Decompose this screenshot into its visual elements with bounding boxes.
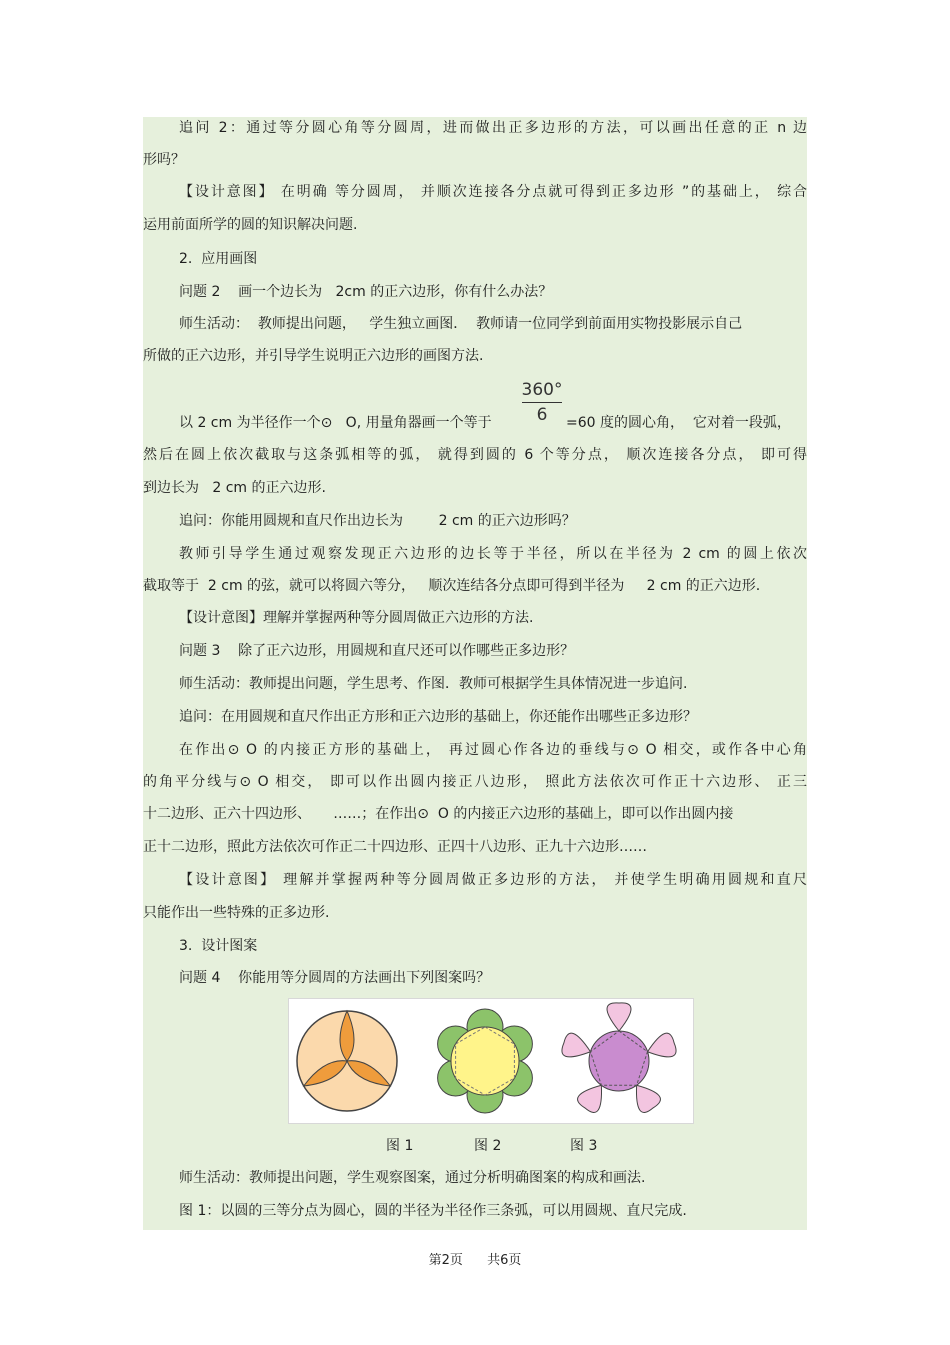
fig3-petal <box>607 1003 631 1031</box>
text-line: =60 度的圆心角， 它对着一段弧， <box>566 415 791 431</box>
text-line: 在作出⊙ O 的内接正方形的基础上， 再过圆心作各边的垂线与⊙ O 相交，或作各中心角 <box>179 742 807 758</box>
question-line: 问题 3 除了正六边形，用圆规和直尺还可以作哪些正多边形？ <box>179 643 575 659</box>
text-line: 运用前面所学的圆的知识解决问题. <box>143 217 358 233</box>
page-footer <box>0 1249 950 1268</box>
text-line: 师生活动： 教师提出问题， 学生独立画图． 教师请一位同学到前面用实物投影展示自己 <box>179 316 743 332</box>
text-line: 【设计意图】 在明确 等分圆周， 并顺次连接各分点就可得到正多边形 ”的基础上， 综合 <box>179 184 807 200</box>
text-line: 到边长为 2 cm 的正六边形. <box>143 480 326 496</box>
question-line: 问题 2 画一个边长为 2cm 的正六边形，你有什么办法？ <box>179 284 553 300</box>
figure-1 <box>297 1011 397 1111</box>
figure-patterns <box>288 998 694 1124</box>
figure-caption: 图 2 <box>474 1138 502 1154</box>
text-line: 教师引导学生通过观察发现正六边形的边长等于半径，所以在半径为 2 cm 的圆上依次 <box>179 546 807 562</box>
fraction-bar <box>522 402 562 403</box>
text-line: 然后在圆上依次截取与这条弧相等的弧， 就得到圆的 6 个等分点， 顺次连接各分点， 即可得 <box>143 447 807 463</box>
page-number: 第2页 <box>428 1253 463 1268</box>
figure-caption: 图 1 <box>386 1138 414 1154</box>
fraction-360-over-6 <box>520 380 564 425</box>
fig2-center-circle <box>451 1027 519 1095</box>
text-line: 截取等于 2 cm 的弦，就可以将圆六等分， 顺次连结各分点即可得到半径为 2 cm 的正六边形. <box>143 578 761 594</box>
text-line: 只能作出一些特殊的正多边形. <box>143 905 330 921</box>
fig3-center-circle <box>589 1031 649 1091</box>
figure-caption: 图 3 <box>570 1138 598 1154</box>
text-line: 师生活动：教师提出问题，学生思考、作图．教师可根据学生具体情况进一步追问. <box>179 676 688 692</box>
figure-3 <box>560 1003 678 1115</box>
fraction-numerator: 360° <box>521 380 563 400</box>
page-total: 共6页 <box>487 1253 522 1268</box>
text-line: 所做的正六边形，并引导学生说明正六边形的画图方法. <box>143 348 484 364</box>
text-line: 的角平分线与⊙ O 相交， 即可以作出圆内接正八边形， 照此方法依次可作正十六边形、 正三 <box>143 774 807 790</box>
text-line: 【设计意图】理解并掌握两种等分圆周做正六边形的方法. <box>179 610 534 626</box>
text-line: 师生活动：教师提出问题，学生观察图案，通过分析明确图案的构成和画法. <box>179 1170 646 1186</box>
text-line: 十二边形、正六十四边形、 ……；在作出⊙ O 的内接正六边形的基础上，即可以作出圆内接 <box>143 806 734 822</box>
text-line: 【设计意图】 理解并掌握两种等分圆周做正多边形的方法， 并使学生明确用圆规和直尺 <box>179 872 807 888</box>
text-line: 追问：在用圆规和直尺作出正方形和正六边形的基础上，你还能作出哪些正多边形？ <box>179 709 697 725</box>
section-heading: 3. 设计图案 <box>179 938 258 954</box>
text-line: 形吗？ <box>143 152 185 168</box>
figure-2 <box>438 1009 533 1113</box>
text-line: 追问：你能用圆规和直尺作出边长为 2 cm 的正六边形吗？ <box>179 513 576 529</box>
question-line: 问题 4 你能用等分圆周的方法画出下列图案吗？ <box>179 970 491 986</box>
text-line: 正十二边形，照此方法依次可作正二十四边形、正四十八边形、正九十六边形…… <box>143 839 647 855</box>
text-line: 以 2 cm 为半径作一个⊙ O, 用量角器画一个等于 <box>179 415 492 431</box>
figure-patterns-svg <box>289 999 693 1123</box>
section-heading: 2. 应用画图 <box>179 251 258 267</box>
text-line: 图 1：以圆的三等分点为圆心，圆的半径为半径作三条弧，可以用圆规、直尺完成. <box>179 1203 687 1219</box>
fraction-denominator: 6 <box>536 405 548 425</box>
text-line: 追问 2：通过等分圆心角等分圆周，进而做出正多边形的方法，可以画出任意的正 n 边 <box>179 120 807 136</box>
